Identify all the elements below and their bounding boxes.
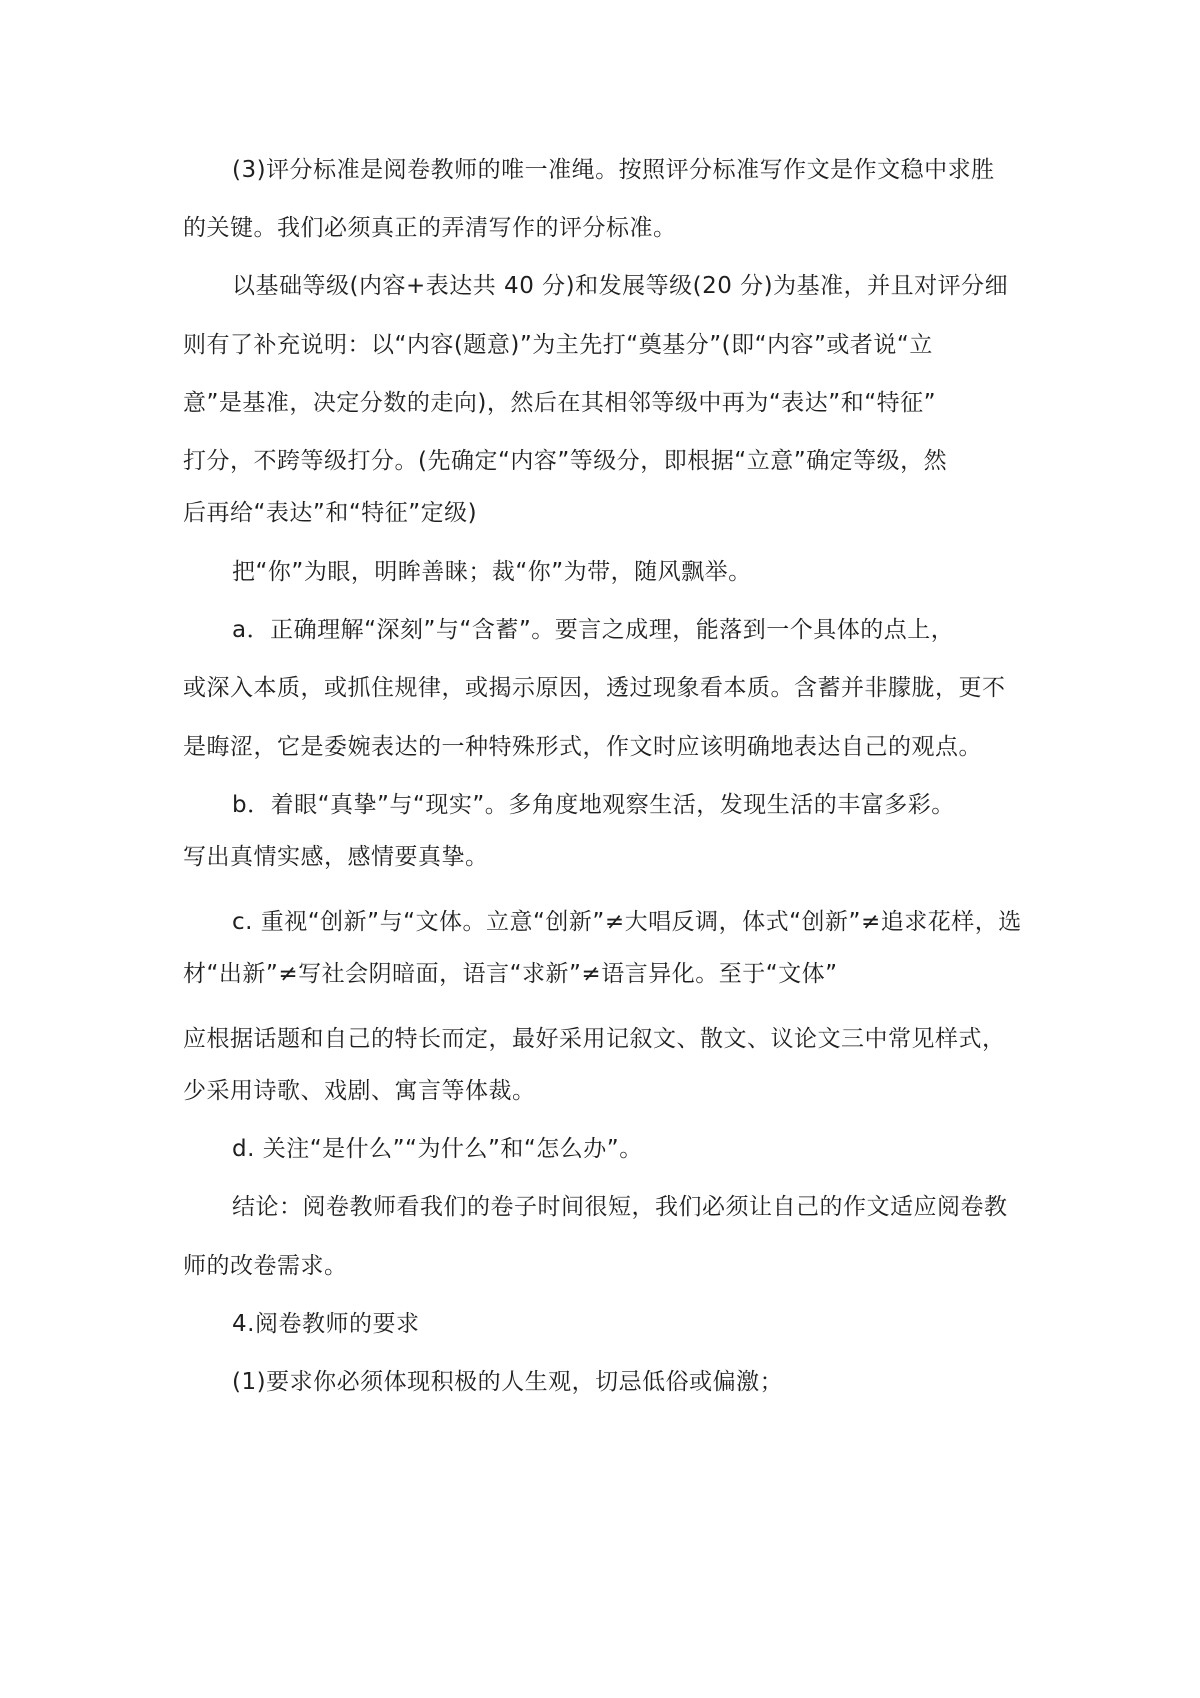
text-line: c. 重视“创新”与“文体。立意“创新”≠大唱反调，体式“创新”≠追求花样，选: [232, 909, 1022, 935]
text-line: 意”是基准，决定分数的走向)，然后在其相邻等级中再为“表达”和“特征”: [183, 390, 937, 416]
text-line: 写出真情实感，感情要真挚。: [183, 844, 489, 870]
text-line: 的关键。我们必须真正的弄清写作的评分标准。: [183, 215, 677, 241]
text-line: 是晦涩，它是委婉表达的一种特殊形式，作文时应该明确地表达自己的观点。: [183, 734, 982, 760]
text-line: 后再给“表达”和“特征”定级): [183, 500, 478, 526]
text-line: 应根据话题和自己的特长而定，最好采用记叙文、散文、议论文三中常见样式，: [183, 1026, 1006, 1052]
text-line: 结论：阅卷教师看我们的卷子时间很短，我们必须让自己的作文适应阅卷教: [232, 1194, 1008, 1220]
text-line: 则有了补充说明：以“内容(题意)”为主先打“奠基分”(即“内容”或者说“立: [183, 332, 933, 358]
text-line: 材“出新”≠写社会阴暗面，语言“求新”≠语言异化。至于“文体”: [183, 961, 838, 987]
text-line: 以基础等级(内容+表达共 40 分)和发展等级(20 分)为基准，并且对评分细: [232, 273, 1009, 299]
text-line: (3)评分标准是阅卷教师的唯一准绳。按照评分标准写作文是作文稳中求胜: [232, 157, 995, 183]
text-line: (1)要求你必须体现积极的人生观，切忌低俗或偏激；: [232, 1369, 784, 1395]
text-line: 4.阅卷教师的要求: [232, 1311, 420, 1337]
text-line: b．着眼“真挚”与“现实”。多角度地观察生活，发现生活的丰富多彩。: [232, 792, 955, 818]
text-line: 打分，不跨等级打分。(先确定“内容”等级分，即根据“立意”确定等级，然: [183, 448, 948, 474]
text-line: a．正确理解“深刻”与“含蓄”。要言之成理，能落到一个具体的点上，: [232, 617, 955, 643]
text-line: 师的改卷需求。: [183, 1253, 348, 1279]
text-line: 或深入本质，或抓住规律，或揭示原因，透过现象看本质。含蓄并非朦胧，更不: [183, 675, 1006, 701]
text-line: 少采用诗歌、戏剧、寓言等体裁。: [183, 1078, 536, 1104]
text-line: 把“你”为眼，明眸善睐；裁“你”为带，随风飘举。: [232, 559, 752, 585]
text-line: d. 关注“是什么”“为什么”和“怎么办”。: [232, 1136, 643, 1162]
